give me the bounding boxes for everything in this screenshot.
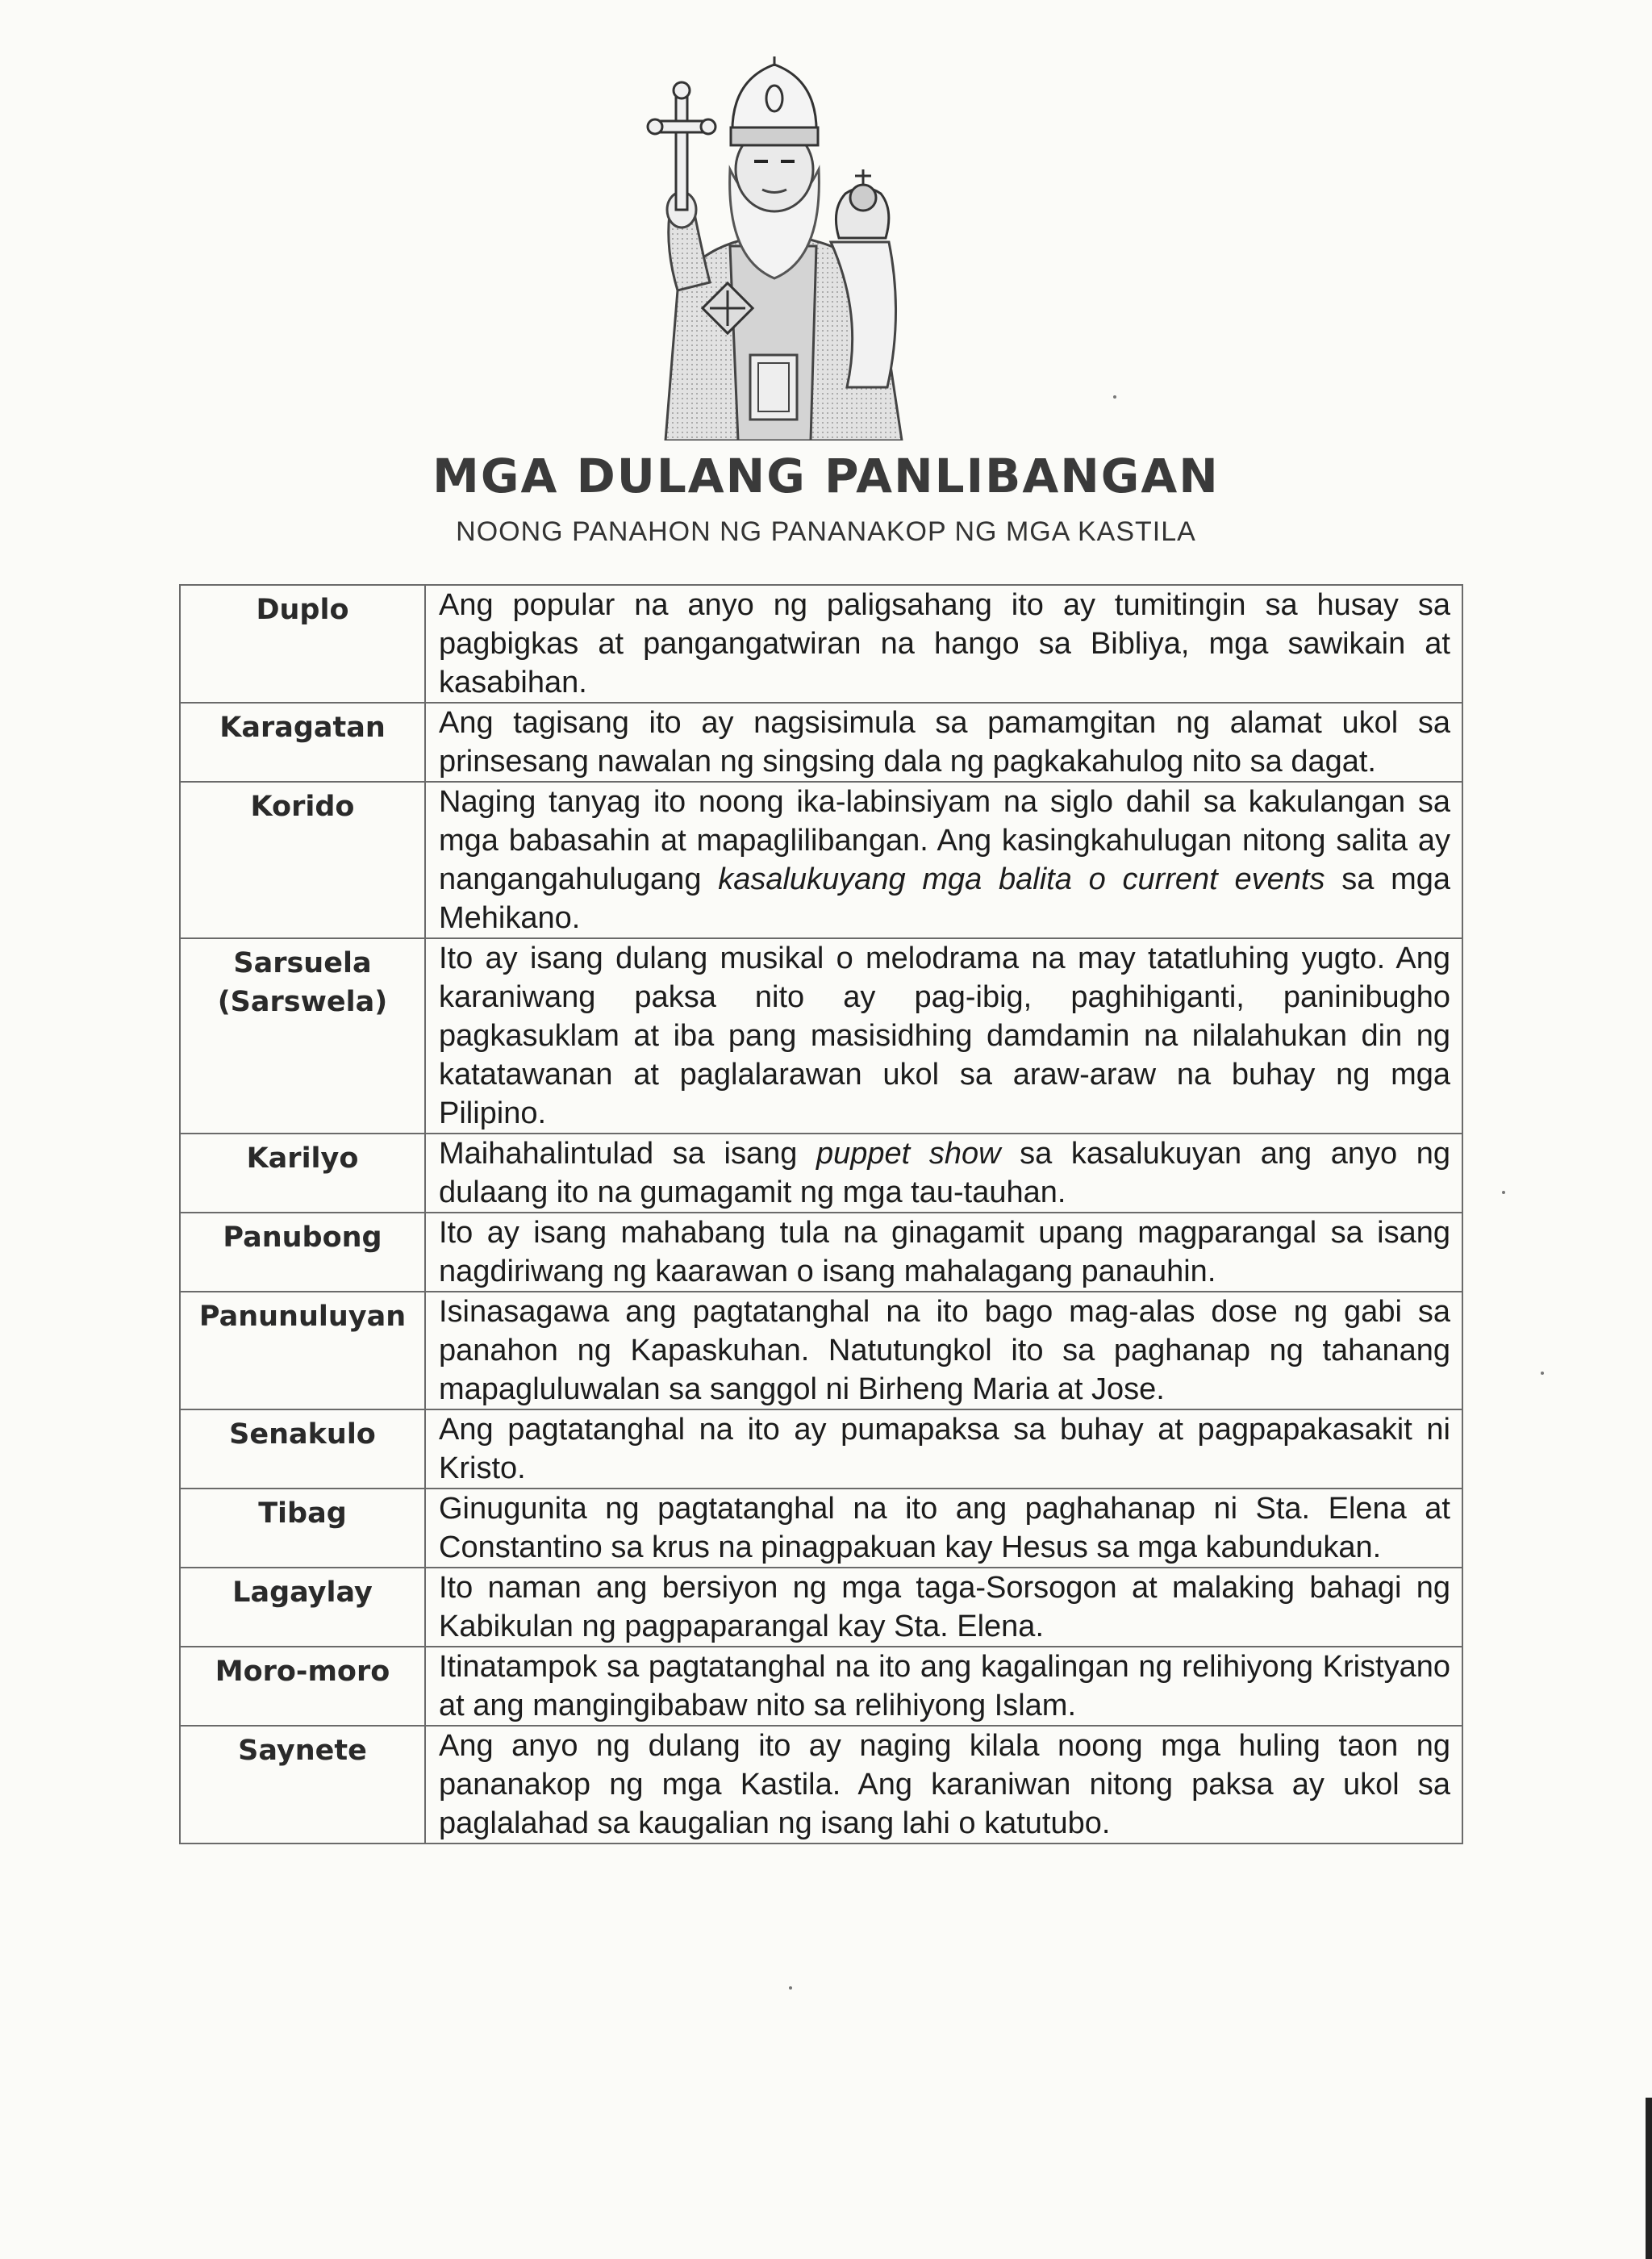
- term-cell: Karilyo: [180, 1134, 425, 1213]
- definition-text: sa kasalukuyan ang anyo ng dulaang ito na gumagamit ng mga tau-tauhan.: [439, 1137, 1450, 1209]
- page-title: MGA DULANG PANLIBANGAN: [432, 449, 1220, 503]
- definition-cell: [425, 1134, 1462, 1213]
- table-row: [180, 1134, 1462, 1213]
- page-subtitle: NOONG PANAHON NG PANANAKOP NG MGA KASTILA: [456, 516, 1196, 547]
- term-cell: Panubong: [180, 1213, 425, 1292]
- table-row: [180, 1489, 1462, 1568]
- plays-table: [179, 584, 1463, 1844]
- bishop-illustration: [589, 48, 960, 441]
- definition-cell: [425, 782, 1462, 938]
- scan-edge: [1646, 2098, 1652, 2259]
- table-row: [180, 703, 1462, 782]
- term-cell: [180, 938, 425, 1134]
- scan-speck: [789, 1986, 792, 1990]
- term-cell: Korido: [180, 782, 425, 938]
- term-cell: Panunuluyan: [180, 1292, 425, 1409]
- term-cell: Moro-moro: [180, 1647, 425, 1726]
- definition-cell: Isinasagawa ang pagtatanghal na ito bago mag-alas dose ng gabi sa panahon ng Kapaskuhan. Natutungkol ito sa paghanap ng tahanang mapagluluwalan sa sanggol ni Birheng Maria at Jose.: [425, 1292, 1462, 1409]
- definition-italic: puppet show: [816, 1137, 1001, 1171]
- definition-cell: Ito naman ang bersiyon ng mga taga-Sorsogon at malaking bahagi ng Kabikulan ng pagpaparangal kay Sta. Elena.: [425, 1568, 1462, 1647]
- definition-cell: Ang anyo ng dulang ito ay naging kilala noong mga huling taon ng pananakop ng mga Kastila. Ang karaniwan nitong paksa ay ukol sa paglalahad sa kaugalian ng isang lahi o katutubo.: [425, 1726, 1462, 1844]
- term-cell: Saynete: [180, 1726, 425, 1844]
- definition-cell: Ginugunita ng pagtatanghal na ito ang paghahanap ni Sta. Elena at Constantino sa krus na pinagpakuan kay Hesus sa mga kabundukan.: [425, 1489, 1462, 1568]
- definition-cell: Ang tagisang ito ay nagsisimula sa pamamgitan ng alamat ukol sa prinsesang nawalan ng singsing dala ng pagkakahulog nito sa dagat.: [425, 703, 1462, 782]
- table-row: [180, 938, 1462, 1134]
- table-row: [180, 585, 1462, 703]
- table-row: [180, 1647, 1462, 1726]
- scan-speck: [1113, 395, 1116, 399]
- table-row: [180, 782, 1462, 938]
- definition-cell: Ito ay isang mahabang tula na ginagamit upang magparangal sa isang nagdiriwang ng kaarawan o isang mahalagang panauhin.: [425, 1213, 1462, 1292]
- term-cell: Senakulo: [180, 1409, 425, 1489]
- definition-text: sa mga Mehikano.: [439, 862, 1451, 935]
- term-cell: Tibag: [180, 1489, 425, 1568]
- term-cell: Lagaylay: [180, 1568, 425, 1647]
- scan-speck: [1541, 1372, 1544, 1375]
- definition-cell: Ang popular na anyo ng paligsahang ito ay tumitingin sa husay sa pagbigkas at pangangatwiran na hango sa Bibliya, mga sawikain at kasabihan.: [425, 585, 1462, 703]
- table-row: [180, 1409, 1462, 1489]
- scan-speck: [1502, 1191, 1505, 1194]
- definition-cell: Itinatampok sa pagtatanghal na ito ang kagalingan ng relihiyong Kristyano at ang mangingibabaw nito sa relihiyong Islam.: [425, 1647, 1462, 1726]
- definition-text: Maihahalintulad sa isang: [439, 1137, 816, 1171]
- definition-cell: Ang pagtatanghal na ito ay pumapaksa sa buhay at pagpapakasakit ni Kristo.: [425, 1409, 1462, 1489]
- term-alt-label: (Sarswela): [217, 986, 388, 1018]
- definition-text: Naging tanyag ito noong ika-labinsiyam na siglo dahil sa kakulangan sa mga babasahin at mapaglilibangan. Ang kasingkahulugan nitong salita ay nangangahulugang: [439, 785, 1450, 896]
- term-cell: Karagatan: [180, 703, 425, 782]
- definition-cell: Ito ay isang dulang musikal o melodrama na may tatatluhing yugto. Ang karaniwang paksa nito ay pag-ibig, paghihiganti, paninibugho pagkasuklam at iba pang masisidhing damdamin na nilalahukan din ng katatawanan at paglalarawan ukol sa araw-araw na buhay ng mga Pilipino.: [425, 938, 1462, 1134]
- table-row: [180, 1292, 1462, 1409]
- table-row: [180, 1568, 1462, 1647]
- table-row: [180, 1213, 1462, 1292]
- definition-italic: kasalukuyang mga balita o current events: [718, 862, 1325, 896]
- table-row: [180, 1726, 1462, 1844]
- term-label: Sarsuela: [233, 947, 372, 979]
- term-cell: Duplo: [180, 585, 425, 703]
